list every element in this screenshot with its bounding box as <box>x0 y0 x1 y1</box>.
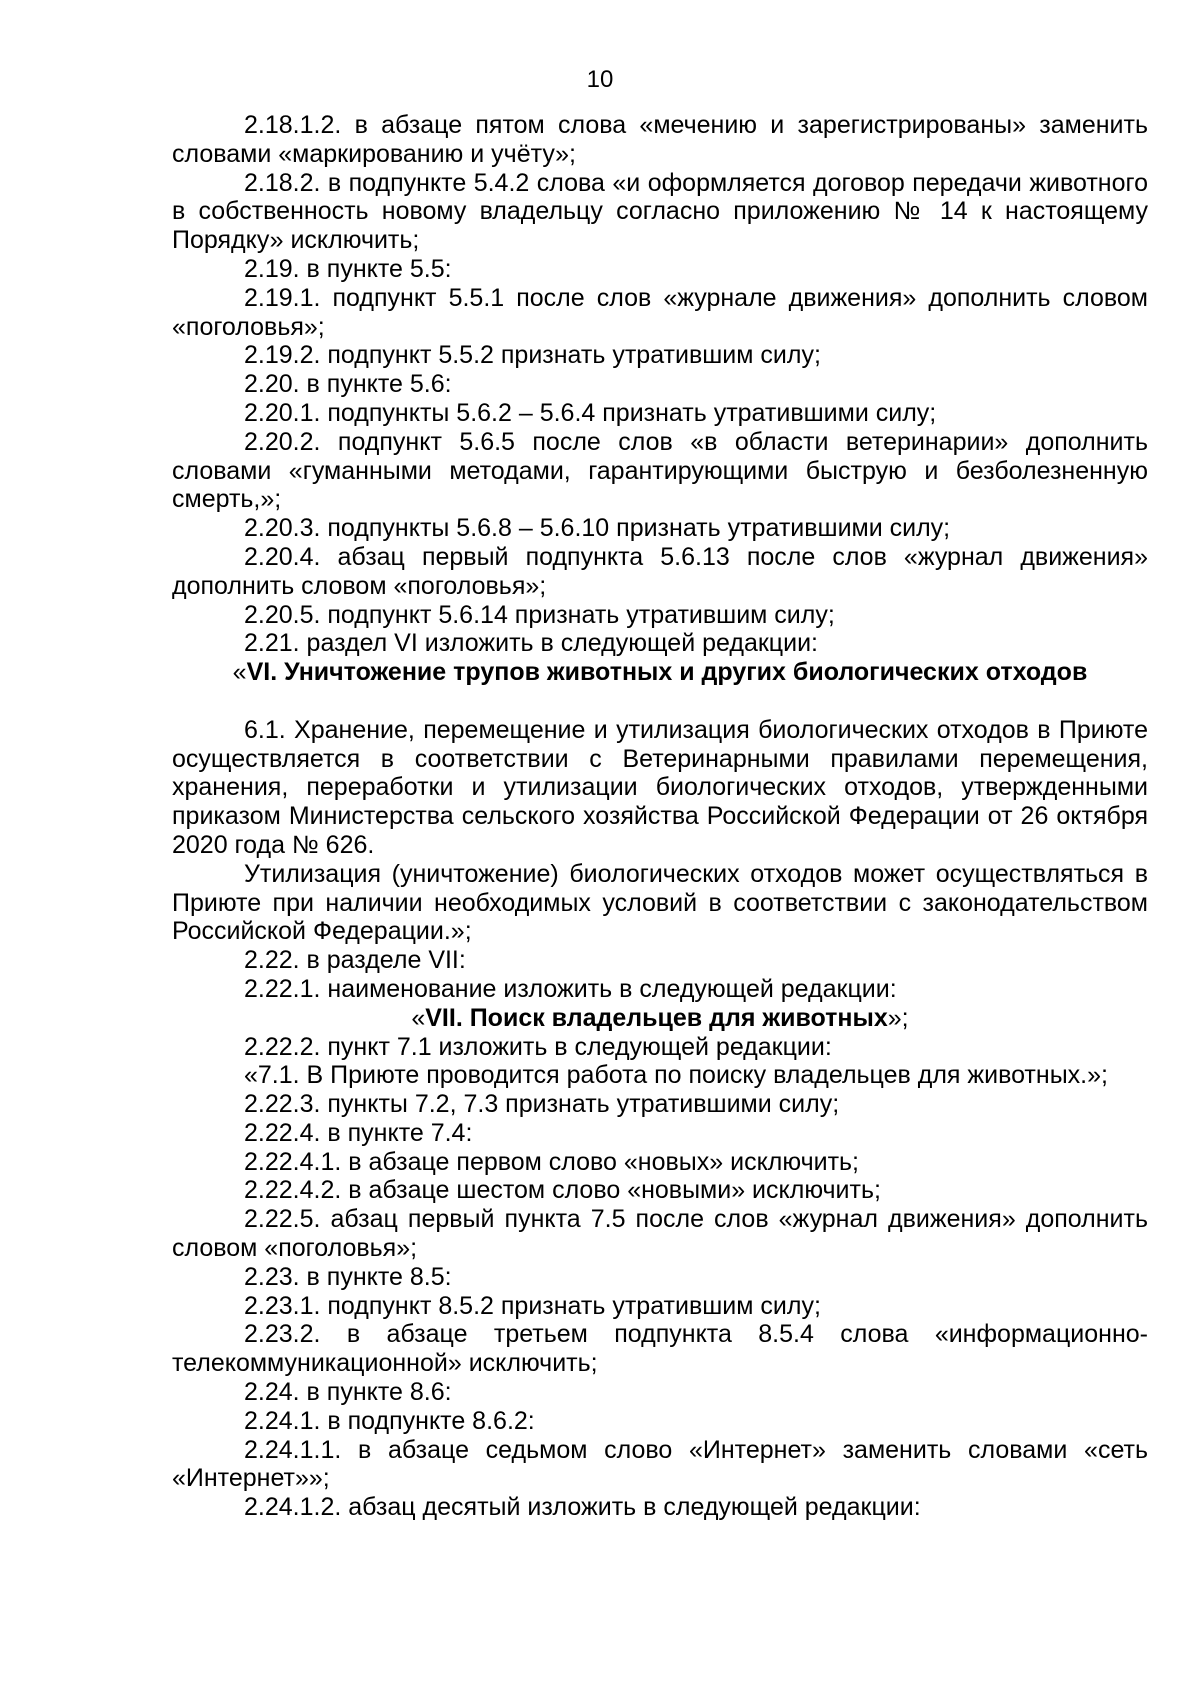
paragraph-utilization: Утилизация (уничтожение) биологических отходов может осуществляться в Приюте при наличии необходимых условий в соответствии с законодательством Российской Федерации.»; <box>172 859 1148 946</box>
paragraph-2-23-2: 2.23.2. в абзаце третьем подпункта 8.5.4 слова «информационно-телекоммуникационной» исключить; <box>172 1320 1148 1378</box>
paragraph-2-20-1: 2.20.1. подпункты 5.6.2 – 5.6.4 признать утратившими силу; <box>244 398 937 427</box>
paragraph-6-1: 6.1. Хранение, перемещение и утилизация биологических отходов в Приюте осуществляется в соответствии с Ветеринарными правилами перемещения, хранения, переработки и утилизации биологических отходов, утвержденными приказом Министерства сельского хозяйства Российской Федерации от 26 октября 2020 года № 626. <box>172 715 1148 859</box>
paragraph-2-22-4-2: 2.22.4.2. в абзаце шестом слово «новыми» исключить; <box>244 1176 881 1205</box>
paragraph-2-21: 2.21. раздел VI изложить в следующей редакции: <box>244 629 818 658</box>
paragraph-2-19: 2.19. в пункте 5.5: <box>244 254 452 283</box>
paragraph-2-22-1: 2.22.1. наименование изложить в следующей редакции: <box>244 974 897 1003</box>
section-vi-open-quote: « <box>232 658 247 687</box>
section-vi-title: VI. Уничтожение трупов животных и других биологических отходов <box>246 658 1088 687</box>
paragraph-2-24: 2.24. в пункте 8.6: <box>244 1378 452 1407</box>
document-body <box>172 111 1148 1522</box>
paragraph-2-19-1: 2.19.1. подпункт 5.5.1 после слов «журнале движения» дополнить словом «поголовья»; <box>172 283 1148 341</box>
paragraph-7-1: «7.1. В Приюте проводится работа по поиску владельцев для животных.»; <box>244 1061 1108 1090</box>
paragraph-2-19-2: 2.19.2. подпункт 5.5.2 признать утратившим силу; <box>244 341 821 370</box>
paragraph-2-22-5: 2.22.5. абзац первый пункта 7.5 после слов «журнал движения» дополнить словом «поголовья»; <box>172 1205 1148 1263</box>
paragraph-2-20-2: 2.20.2. подпункт 5.6.5 после слов «в области ветеринарии» дополнить словами «гуманными методами, гарантирующими быструю и безболезненную смерть,»; <box>172 427 1148 514</box>
paragraph-2-24-1-2: 2.24.1.2. абзац десятый изложить в следующей редакции: <box>244 1493 921 1522</box>
section-vii-close: »; <box>887 1003 909 1032</box>
paragraph-2-18-2: 2.18.2. в подпункте 5.4.2 слова «и оформляется договор передачи животного в собственность новому владельцу согласно приложению № 14 к настоящему Порядку» исключить; <box>172 168 1148 255</box>
paragraph-2-18-1-2: 2.18.1.2. в абзаце пятом слова «мечению и зарегистрированы» заменить словами «маркированию и учёту»; <box>172 111 1148 168</box>
paragraph-2-20-4: 2.20.4. абзац первый подпункта 5.6.13 после слов «журнал движения» дополнить словом «поголовья»; <box>172 542 1148 600</box>
paragraph-2-23-1: 2.23.1. подпункт 8.5.2 признать утратившим силу; <box>244 1291 821 1320</box>
paragraph-2-20-3: 2.20.3. подпункты 5.6.8 – 5.6.10 признать утратившими силу; <box>244 514 951 543</box>
paragraph-2-23: 2.23. в пункте 8.5: <box>244 1262 452 1291</box>
page-number: 10 <box>586 66 614 93</box>
paragraph-2-24-1: 2.24.1. в подпункте 8.6.2: <box>244 1406 535 1435</box>
section-vii-heading <box>172 1004 1148 1033</box>
section-vii-open-quote: « <box>411 1003 426 1032</box>
paragraph-2-22-4-1: 2.22.4.1. в абзаце первом слово «новых» исключить; <box>244 1147 860 1176</box>
paragraph-2-20-5: 2.20.5. подпункт 5.6.14 признать утратившим силу; <box>244 600 835 629</box>
paragraph-2-22-4: 2.22.4. в пункте 7.4: <box>244 1118 473 1147</box>
paragraph-2-20: 2.20. в пункте 5.6: <box>244 370 452 399</box>
paragraph-2-22-2: 2.22.2. пункт 7.1 изложить в следующей редакции: <box>244 1032 832 1061</box>
paragraph-2-22: 2.22. в разделе VII: <box>244 946 466 975</box>
spacer <box>172 687 1148 716</box>
paragraph-2-24-1-1: 2.24.1.1. в абзаце седьмом слово «Интернет» заменить словами «сеть «Интернет»»; <box>172 1435 1148 1493</box>
section-vi-heading <box>172 658 1148 687</box>
paragraph-2-22-3: 2.22.3. пункты 7.2, 7.3 признать утратившими силу; <box>244 1090 840 1119</box>
section-vii-title: VII. Поиск владельцев для животных <box>425 1003 888 1032</box>
